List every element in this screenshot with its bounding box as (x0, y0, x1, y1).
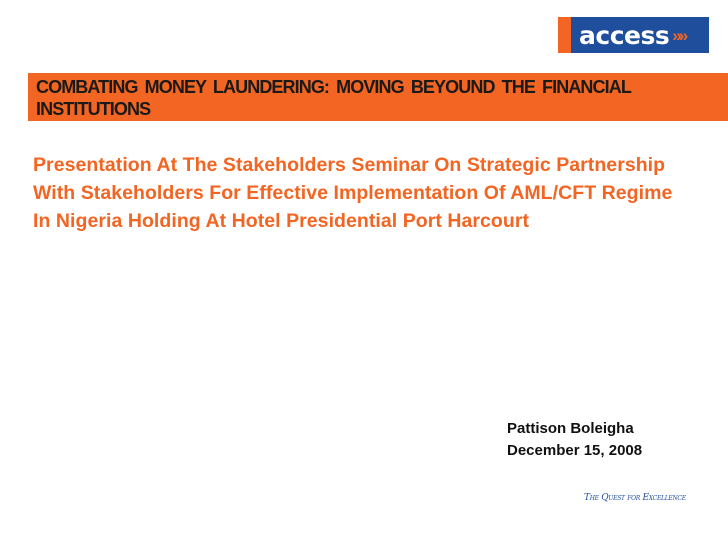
title-banner (28, 73, 728, 121)
presenter-block (507, 418, 642, 462)
logo-arrows-icon: »» (672, 25, 686, 45)
access-logo (558, 17, 709, 53)
presentation-date: December 15, 2008 (507, 442, 643, 459)
logo-wordmark: access (579, 20, 670, 50)
presenter-name: Pattison Boleigha (507, 420, 634, 437)
slide-title: COMBATING MONEY LAUNDERING: MOVING BEYOUND THE FINANCIAL INSTITUTIONS (36, 77, 631, 119)
presentation-subtitle: Presentation At The Stakeholders Seminar On Strategic Partnership With Stakeholders For Effective Implementation Of AML/CFT Regime In Nigeria Holding At Hotel Presidential Port Harcourt (33, 154, 673, 232)
brand-tagline: The Quest for Excellence (584, 493, 686, 503)
